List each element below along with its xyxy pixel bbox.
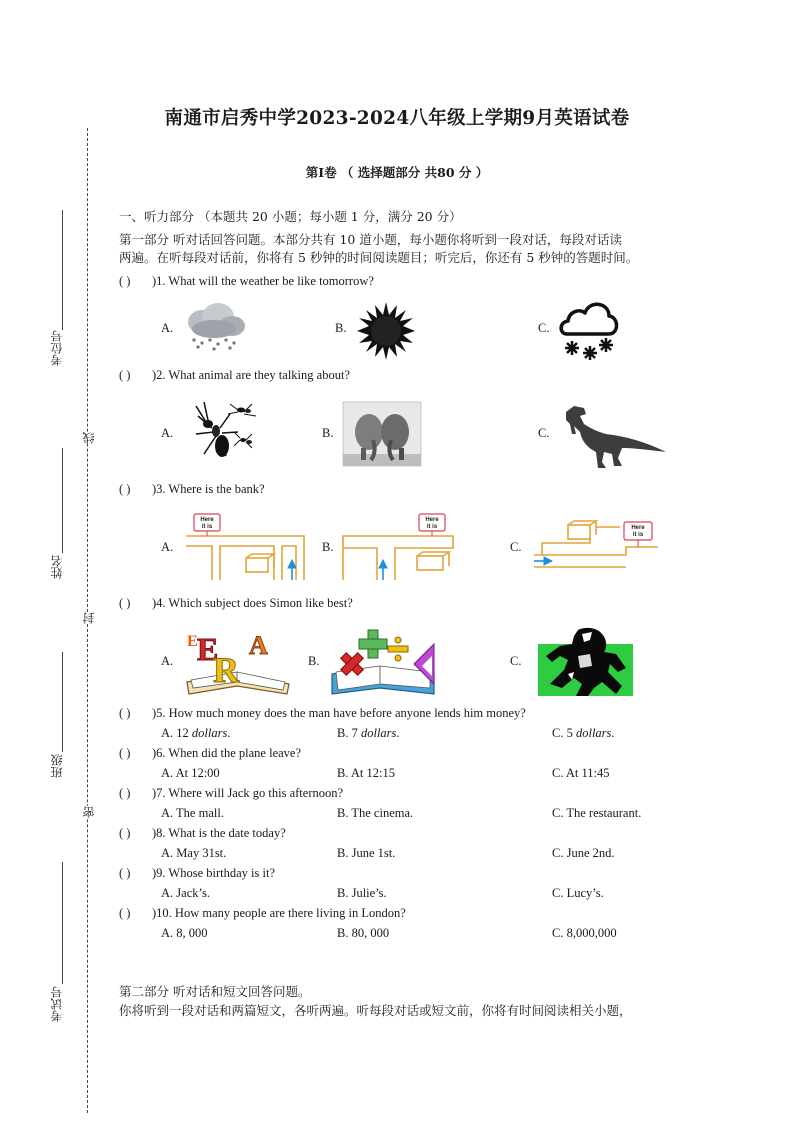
q10-option-b[interactable]: B. 80, 000: [337, 926, 390, 940]
map-c: [530, 515, 660, 575]
q4-text: )4. Which subject does Simon like best?: [152, 596, 353, 610]
q2-bracket[interactable]: ( ): [119, 368, 131, 382]
q2-option-c[interactable]: C.: [538, 426, 550, 440]
q6-text: )6. When did the plane leave?: [152, 746, 302, 760]
q8-option-a[interactable]: A. May 31st.: [161, 846, 227, 860]
q6-option-a[interactable]: A. At 12:00: [161, 766, 220, 780]
q8-option-c[interactable]: C. June 2nd.: [552, 846, 615, 860]
q6-bracket[interactable]: ( ): [119, 746, 131, 760]
mark-mi: 密: [82, 806, 96, 818]
map-c-sign-line1: Here: [631, 525, 645, 531]
part2-instruction-line1: 你将听到一段对话和两篇短文，各听两遍。听每段对话或短文前，你将有时间阅读相关小题，: [119, 1003, 632, 1018]
snow-cloud-icon: [557, 298, 621, 360]
name-label: 姓名: [50, 555, 64, 579]
class-label: 班级: [50, 754, 64, 778]
english-book-icon: [183, 624, 293, 696]
ant-icon: [190, 398, 260, 470]
q2-text: )2. What animal are they talking about?: [152, 368, 350, 382]
math-book-icon: [330, 624, 436, 696]
q5-text: )5. How much money does the man have before anyone lends him money?: [152, 706, 526, 720]
q1-text: )1. What will the weather be like tomorrow?: [152, 274, 374, 288]
q7-option-b[interactable]: B. The cinema.: [337, 806, 414, 820]
q10-text: )10. How many people are there living in London?: [152, 906, 406, 920]
map-b-sign-line2: it is: [426, 524, 438, 530]
q8-text: )8. What is the date today?: [152, 826, 286, 840]
q3-text: )3. Where is the bank?: [152, 482, 265, 496]
q4-option-c[interactable]: C.: [510, 654, 522, 668]
paper-subtitle: 第Ⅰ卷 （ 选择题部分 共80 分 ）: [305, 165, 489, 180]
map-c-sign-line2: it is: [632, 532, 644, 538]
svg-text:R: R: [213, 650, 239, 690]
seat-number-blank: [62, 210, 63, 330]
dinosaur-icon: [560, 402, 668, 470]
q10-option-a[interactable]: A. 8, 000: [161, 926, 208, 940]
q4-option-b[interactable]: B.: [308, 654, 320, 668]
class-blank: [62, 652, 63, 752]
q7-option-c[interactable]: C. The restaurant.: [552, 806, 642, 820]
elephant-photo: [343, 402, 421, 466]
svg-text:A: A: [249, 631, 268, 660]
map-a: [186, 512, 308, 582]
q8-bracket[interactable]: ( ): [119, 826, 131, 840]
q1-bracket[interactable]: ( ): [119, 274, 131, 288]
seat-number-label: 考位号: [50, 330, 64, 366]
q9-option-a[interactable]: A. Jack’s.: [161, 886, 210, 900]
mark-feng: 封: [82, 612, 96, 624]
map-a-sign-line2: it is: [201, 524, 213, 530]
q2-option-a[interactable]: A.: [161, 426, 174, 440]
football-player-icon: [538, 626, 633, 696]
q7-bracket[interactable]: ( ): [119, 786, 131, 800]
q10-bracket[interactable]: ( ): [119, 906, 131, 920]
q3-option-c[interactable]: C.: [510, 540, 522, 554]
q7-option-a[interactable]: A. The mall.: [161, 806, 224, 820]
sun-icon: [357, 302, 415, 360]
q10-option-c[interactable]: C. 8,000,000: [552, 926, 617, 940]
q9-option-b[interactable]: B. Julie’s.: [337, 886, 387, 900]
exam-number-label: 考试号: [50, 986, 64, 1022]
q5-option-b[interactable]: B. 7 dollars.: [337, 726, 400, 740]
svg-text:E: E: [197, 631, 219, 667]
q3-option-a[interactable]: A.: [161, 540, 174, 554]
q5-bracket[interactable]: ( ): [119, 706, 131, 720]
q4-option-a[interactable]: A.: [161, 654, 174, 668]
listening-heading: 一、听力部分 （本题共 20 小题；每小题 1 分，满分 20 分）: [119, 209, 462, 224]
part1-instruction-line2: 两遍。在听每段对话前，你将有 5 秒钟的时间阅读题目；听完后，你还有 5 秒钟的答题时间。: [119, 250, 639, 265]
q1-option-b[interactable]: B.: [335, 321, 347, 335]
q5-option-c[interactable]: C. 5 dollars.: [552, 726, 615, 740]
map-a-sign-line1: Here: [200, 517, 214, 523]
q2-option-b[interactable]: B.: [322, 426, 334, 440]
q8-option-b[interactable]: B. June 1st.: [337, 846, 396, 860]
q1-option-a[interactable]: A.: [161, 321, 174, 335]
q3-bracket[interactable]: ( ): [119, 482, 131, 496]
map-b-sign-line1: Here: [425, 517, 439, 523]
q9-option-c[interactable]: C. Lucy’s.: [552, 886, 604, 900]
map-b: [343, 512, 459, 582]
q9-bracket[interactable]: ( ): [119, 866, 131, 880]
q1-option-c[interactable]: C.: [538, 321, 550, 335]
part1-instruction-line1: 第一部分 听对话回答问题。本部分共有 10 道小题，每小题你将听到一段对话，每段对话读: [119, 232, 622, 247]
rain-cloud-icon: [180, 302, 250, 352]
exam-title: 南通市启秀中学2023-2024八年级上学期9月英语试卷: [164, 108, 630, 129]
q3-option-b[interactable]: B.: [322, 540, 334, 554]
exam-number-blank: [62, 862, 63, 984]
part2-heading: 第二部分 听对话和短文回答问题。: [119, 984, 311, 999]
q4-bracket[interactable]: ( ): [119, 596, 131, 610]
q5-option-a[interactable]: A. 12 dollars.: [161, 726, 231, 740]
name-blank: [62, 448, 63, 553]
q7-text: )7. Where will Jack go this afternoon?: [152, 786, 344, 800]
svg-text:E: E: [187, 633, 198, 650]
q6-option-c[interactable]: C. At 11:45: [552, 766, 610, 780]
q9-text: )9. Whose birthday is it?: [152, 866, 276, 880]
mark-xian: 线: [82, 432, 96, 444]
q6-option-b[interactable]: B. At 12:15: [337, 766, 395, 780]
